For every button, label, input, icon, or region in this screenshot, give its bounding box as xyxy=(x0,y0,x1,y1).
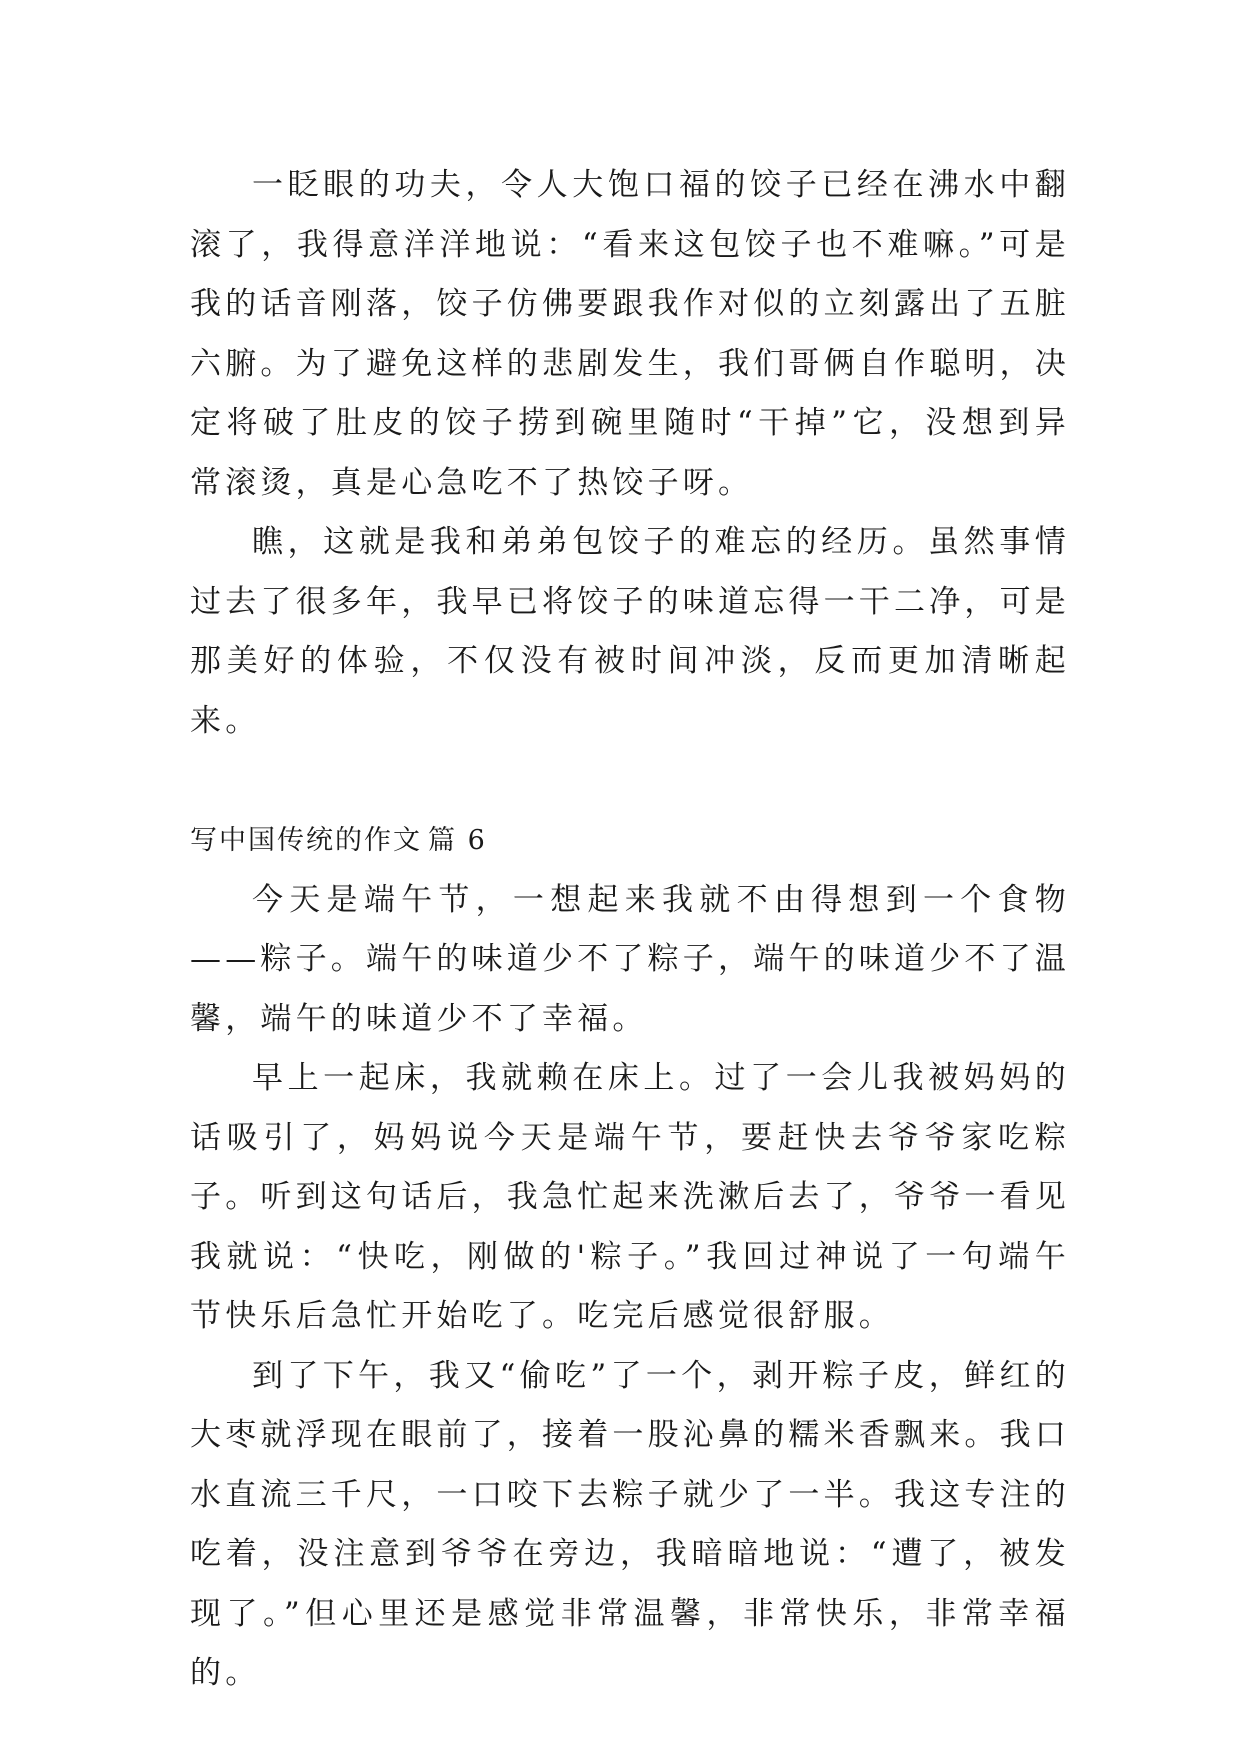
paragraph: 今天是端午节，一想起来我就不由得想到一个食物——粽子。端午的味道少不了粽子，端午的味道少不了温馨，端午的味道少不了幸福。 xyxy=(190,881,1070,1037)
paragraph: 到了下午，我又“偷吃”了一个，剥开粽子皮，鲜红的大枣就浮现在眼前了，接着一股沁鼻的糯米香飘来。我口水直流三千尺，一口咬下去粽子就少了一半。我这专注的吃着，没注意到爷爷在旁边，我暗暗地说：“遭了，被发现了。”但心里还是感觉非常温馨，非常快乐，非常幸福的。 xyxy=(190,1357,1070,1691)
section-spacer xyxy=(190,751,1070,811)
document-body xyxy=(190,156,1070,1704)
paragraph: 瞧，这就是我和弟弟包饺子的难忘的经历。虽然事情过去了很多年，我早已将饺子的味道忘得一干二净，可是那美好的体验，不仅没有被时间冲淡，反而更加清晰起来。 xyxy=(190,524,1070,739)
section-heading xyxy=(190,811,1070,871)
section-number: 篇 6 xyxy=(428,825,487,856)
paragraph: 一眨眼的功夫，令人大饱口福的饺子已经在沸水中翻滚了，我得意洋洋地说：“看来这包饺子也不难嘛。”可是我的话音刚落，饺子仿佛要跟我作对似的立刻露出了五脏六腑。为了避免这样的悲剧发生，我们哥俩自作聪明，决定将破了肚皮的饺子捞到碗里随时“干掉”它，没想到异常滚烫，真是心急吃不了热饺子呀。 xyxy=(190,167,1070,501)
paragraph: 早上一起床，我就赖在床上。过了一会儿我被妈妈的话吸引了，妈妈说今天是端午节，要赶快去爷爷家吃粽子。听到这句话后，我急忙起来洗漱后去了，爷爷一看见我就说：“快吃，刚做的'粽子。”我回过神说了一句端午节快乐后急忙开始吃了。吃完后感觉很舒服。 xyxy=(190,1060,1070,1334)
section-title: 写中国传统的作文 xyxy=(190,825,422,856)
